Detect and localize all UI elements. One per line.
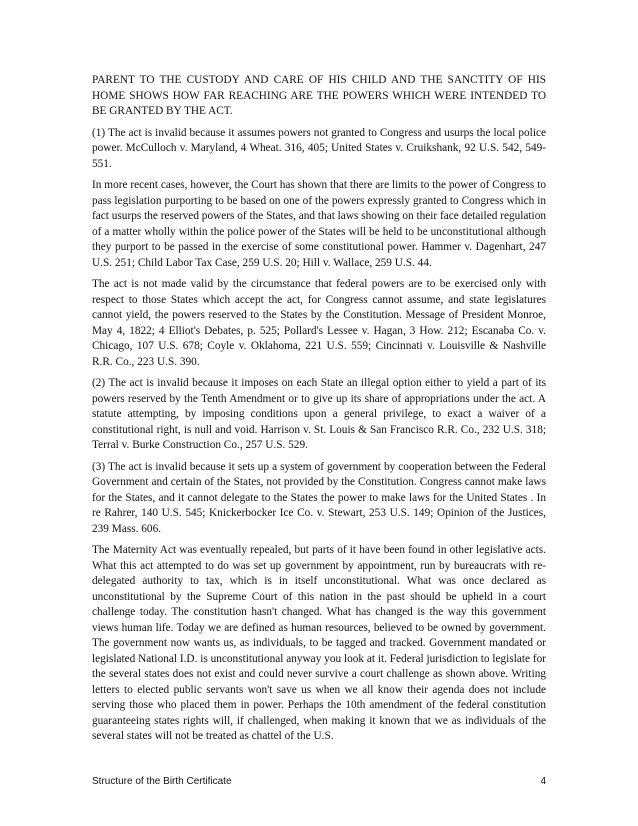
paragraph-point-2: (2) The act is invalid because it imposes on each State an illegal option either to yield a part of its powers reserved by the Tenth Amendment or to give up its share of appropriations under the act. A statute attempting, by imposing conditions upon a general privilege, to exact a waiver of a constitutional right, is null and void. Harrison v. St. Louis & San Francisco R.R. Co., 232 U.S. 318; Terral v. Burke Construction Co., 257 U.S. 529. <box>92 377 546 451</box>
footer-title: Structure of the Birth Certificate <box>92 776 232 787</box>
page-number: 4 <box>540 776 546 787</box>
paragraph-not-valid: The act is not made valid by the circumstance that federal powers are to be exercised only with respect to those States which accept the act, for Congress cannot assume, and state legislatures cannot yield, the powers reserved to the States by the Constitution. Message of President Monroe, May 4, 1822; 4 Elliot's Debates, p. 525; Pollard's Lessee v. Hagan, 3 How. 212; Escanaba Co. v. Chicago, 107 U.S. 678; Coyle v. Oklahoma, 221 U.S. 559; Cincinnati v. Louisville & Nashville R.R. Co., 223 U.S. 390. <box>92 278 546 368</box>
paragraph-maternity-act: The Maternity Act was eventually repealed, but parts of it have been found in other legislative acts. What this act attempted to do was set up government by appointment, run by bureaucrats with re-delegated authority to tax, which is in itself unconstitutional. What was once declared as unconstitutional by the Supreme Court of this nation in the past should be upheld in a court challenge today. The constitution hasn't changed. What has changed is the way this government views human life. Today we are defined as human resources, believed to be owned by government. The government now wants us, as individuals, to be tagged and tracked. Government mandated or legislated National I.D. is unconstitutional anyway you look at it. Federal jurisdiction to legislate for the several states does not exist and could never survive a court challenge as shown above. Writing letters to elected public servants won't save us when we all know their agenda does not include serving those who placed them in power. Perhaps the 10th amendment of the federal constitution guaranteeing states rights will, if challenged, when making it known that we as individuals of the several states will not be treated as chattel of the U.S. <box>92 544 546 742</box>
paragraph-intro: PARENT TO THE CUSTODY AND CARE OF HIS CHILD AND THE SANCTITY OF HIS HOME SHOWS HOW FAR REACHING ARE THE POWERS WHICH WERE INTENDED TO BE GRANTED BY THE ACT. <box>92 74 546 117</box>
paragraph-recent-cases: In more recent cases, however, the Court has shown that there are limits to the power of Congress to pass legislation purporting to be based on one of the powers expressly granted to Congress which in fact usurps the reserved powers of the States, and that laws showing on their face detailed regulation of a matter wholly within the police power of the States will be held to be unconstitutional although they purport to be passed in the exercise of some constitutional power. Hammer v. Dagenhart, 247 U.S. 251; Child Labor Tax Case, 259 U.S. 20; Hill v. Wallace, 259 U.S. 44. <box>92 179 546 269</box>
paragraph-point-3: (3) The act is invalid because it sets up a system of government by cooperation between the Federal Government and certain of the States, not provided by the Constitution. Congress cannot make laws for the States, and it cannot delegate to the States the power to make laws for the United States . In re Rahrer, 140 U.S. 545; Knickerbocker Ice Co. v. Stewart, 253 U.S. 149; Opinion of the Justices, 239 Mass. 606. <box>92 460 546 535</box>
document-body <box>92 73 546 751</box>
paragraph-point-1: (1) The act is invalid because it assumes powers not granted to Congress and usurps the local police power. McCulloch v. Maryland, 4 Wheat. 316, 405; United States v. Cruikshank, 92 U.S. 542, 549-551. <box>92 126 546 170</box>
